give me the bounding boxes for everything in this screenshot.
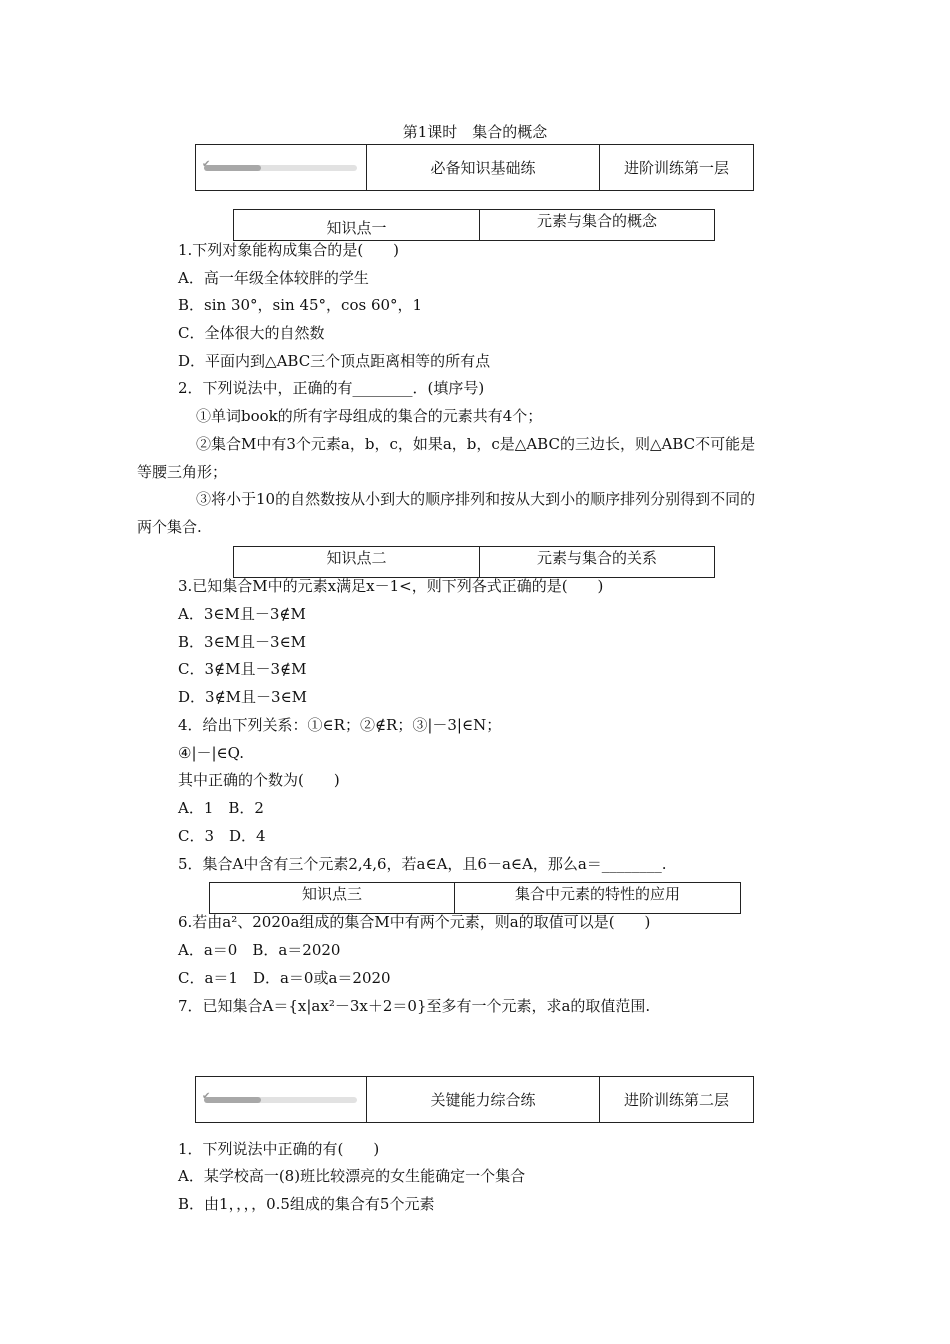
q2-statement-2-cont: 等腰三角形；: [137, 463, 228, 481]
s2-q1-option-a: A．某学校高一(8)班比较漂亮的女生能确定一个集合: [178, 1167, 526, 1185]
q7-stem: 7．已知集合A＝{x|ax²－3x＋2＝0}至多有一个元素，求a的取值范围.: [178, 997, 651, 1015]
knowledge-point-1: [233, 209, 715, 241]
kp1-topic: 元素与集合的概念: [536, 212, 657, 230]
knowledge-point-3: [209, 882, 741, 914]
q2-statement-3-cont: 两个集合.: [137, 518, 202, 536]
section2-header: 关键能力综合练: [367, 1077, 600, 1122]
section2-header-table: [195, 1076, 754, 1123]
q1-stem: 1.下列对象能构成集合的是( ): [178, 241, 400, 259]
q2-stem: 2．下列说法中，正确的有________．(填序号): [178, 379, 485, 397]
knowledge-point-2: [233, 546, 715, 578]
check-icon: ✔: [202, 159, 211, 170]
q4-stem: 4．给出下列关系：①∈R；②∉R；③|－3|∈N；: [178, 716, 502, 734]
q6-options-cd: C．a＝1 D．a＝0或a＝2020: [178, 969, 391, 987]
section2-progress-cell: [196, 1077, 367, 1122]
section1-progress-cell: [196, 145, 367, 190]
kp3-topic: 集合中元素的特性的应用: [514, 885, 680, 903]
s2-q1-stem: 1．下列说法中正确的有( ): [178, 1140, 380, 1158]
section1-header: 必备知识基础练: [367, 145, 600, 190]
q4-ask: 其中正确的个数为( ): [178, 771, 340, 789]
q1-option-c: C．全体很大的自然数: [178, 324, 325, 342]
kp2-label: 知识点二: [234, 547, 480, 577]
check-icon: ✔: [202, 1091, 211, 1102]
section2-level: 进阶训练第二层: [623, 1091, 729, 1109]
q3-option-d: D．3∉M且－3∈M: [178, 688, 308, 706]
q5-stem: 5．集合A中含有三个元素2,4,6，若a∈A，且6－a∈A，那么a＝________.: [178, 855, 667, 873]
section1-level: 进阶训练第一层: [623, 159, 729, 177]
q4-statement-4: ④|－|∈Q.: [178, 744, 244, 762]
section1-header-table: [195, 144, 754, 191]
section2-progress-bar: [202, 1091, 357, 1103]
s2-q1-option-b: B．由1，，，，0.5组成的集合有5个元素: [178, 1195, 435, 1213]
section1-progress-bar: [202, 159, 357, 171]
kp1-label: 知识点一: [234, 210, 480, 240]
q4-options-cd: C．3 D．4: [178, 827, 266, 845]
q4-options-ab: A．1 B．2: [178, 799, 264, 817]
q2-statement-3: ③将小于10的自然数按从小到大的顺序排列和按从大到小的顺序排列分别得到不同的: [196, 490, 756, 508]
q1-option-b: B．sin 30°，sin 45°，cos 60°，1: [178, 296, 423, 314]
section2-progress-fill: [204, 1097, 261, 1103]
q3-option-c: C．3∉M且－3∉M: [178, 660, 307, 678]
page-title: 第1课时 集合的概念: [402, 123, 548, 141]
q1-option-d: D．平面内到△ABC三个顶点距离相等的所有点: [178, 352, 491, 370]
q2-statement-1: ①单词book的所有字母组成的集合的元素共有4个；: [196, 407, 543, 425]
q3-option-b: B．3∈M且－3∈M: [178, 633, 307, 651]
q6-stem: 6.若由a²、2020a组成的集合M中有两个元素，则a的取值可以是( ): [178, 913, 651, 931]
q3-option-a: A．3∈M且－3∉M: [178, 605, 306, 623]
q3-stem: 3.已知集合M中的元素x满足x－1<，则下列各式正确的是( ): [178, 577, 604, 595]
q6-options-ab: A．a＝0 B．a＝2020: [178, 941, 341, 959]
section1-progress-fill: [204, 165, 261, 171]
kp2-topic: 元素与集合的关系: [536, 549, 657, 567]
kp3-label: 知识点三: [210, 883, 455, 913]
q2-statement-2: ②集合M中有3个元素a，b，c，如果a，b，c是△ABC的三边长，则△ABC不可能是: [196, 435, 756, 453]
q1-option-a: A．高一年级全体较胖的学生: [178, 269, 369, 287]
